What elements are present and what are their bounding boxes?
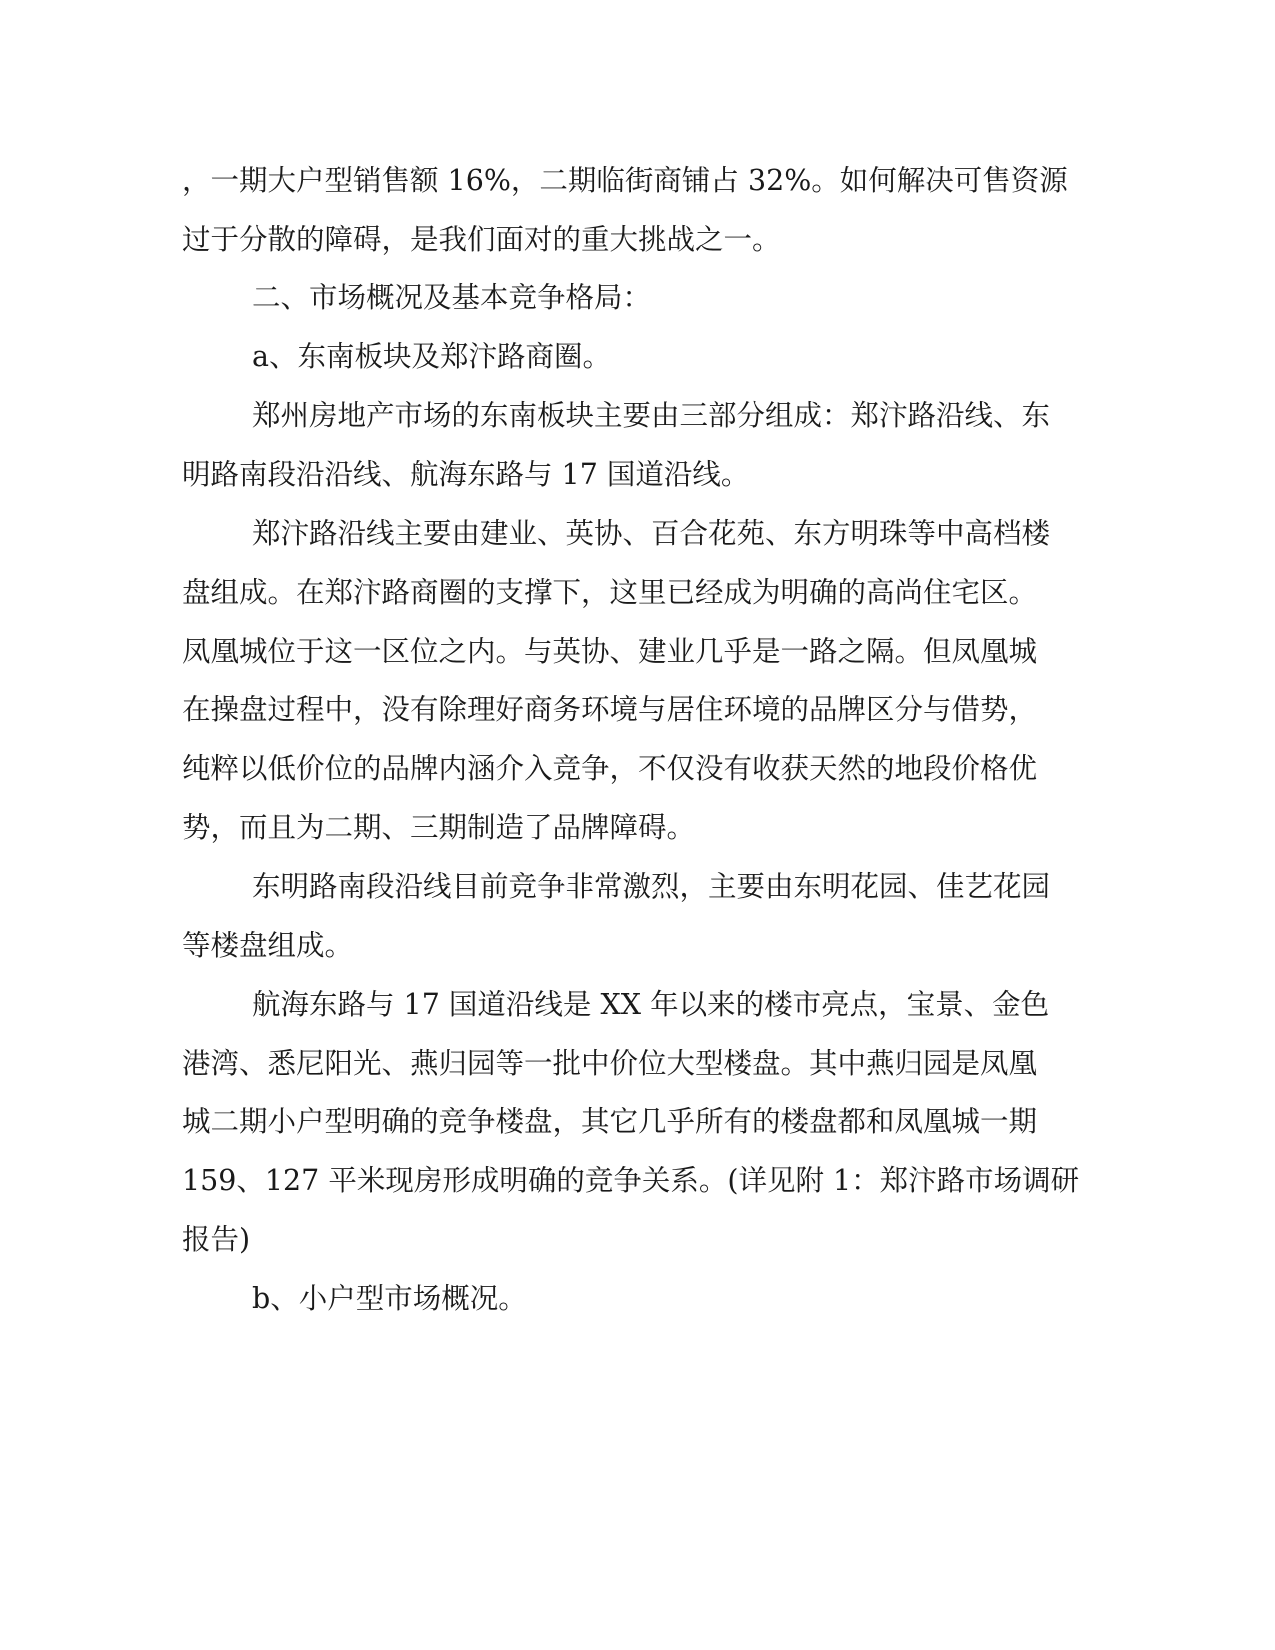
section-heading: 二、市场概况及基本竞争格局： [252,281,652,314]
text-line: 过于分散的障碍，是我们面对的重大挑战之一。 [182,223,781,256]
subsection-heading: a、东南板块及郑汴路商圈。 [252,340,611,373]
text-line: 凤凰城位于这一区位之内。与英协、建业几乎是一路之隔。但凤凰城 [182,635,1038,668]
text-line: 东明路南段沿线目前竞争非常激烈，主要由东明花园、佳艺花园 [252,870,1051,903]
text-line: 等楼盘组成。 [182,929,354,962]
text-line: 纯粹以低价位的品牌内涵介入竞争，不仅没有收获天然的地段价格优 [182,752,1038,785]
text-line: ，一期大户型销售额 16%，二期临街商铺占 32%。如何解决可售资源 [182,164,1068,197]
text-line: 势，而且为二期、三期制造了品牌障碍。 [182,811,696,844]
text-line: 港湾、悉尼阳光、燕归园等一批中价位大型楼盘。其中燕归园是凤凰 [182,1047,1038,1080]
text-line: 航海东路与 17 国道沿线是 XX 年以来的楼市亮点，宝景、金色 [252,988,1050,1021]
text-line: 在操盘过程中，没有除理好商务环境与居住环境的品牌区分与借势， [182,693,1038,726]
text-line: 159、127 平米现房形成明确的竞争关系。(详见附 1：郑汴路市场调研 [182,1164,1080,1197]
text-line: 明路南段沿沿线、航海东路与 17 国道沿线。 [182,458,750,491]
subsection-heading: b、小户型市场概况。 [252,1282,527,1315]
text-line: 郑汴路沿线主要由建业、英协、百合花苑、东方明珠等中高档楼 [252,517,1051,550]
text-line: 报告) [182,1223,251,1256]
text-line: 郑州房地产市场的东南板块主要由三部分组成：郑汴路沿线、东 [252,399,1051,432]
text-line: 城二期小户型明确的竞争楼盘，其它几乎所有的楼盘都和凤凰城一期 [182,1105,1038,1138]
text-line: 盘组成。在郑汴路商圈的支撑下，这里已经成为明确的高尚住宅区。 [182,576,1038,609]
